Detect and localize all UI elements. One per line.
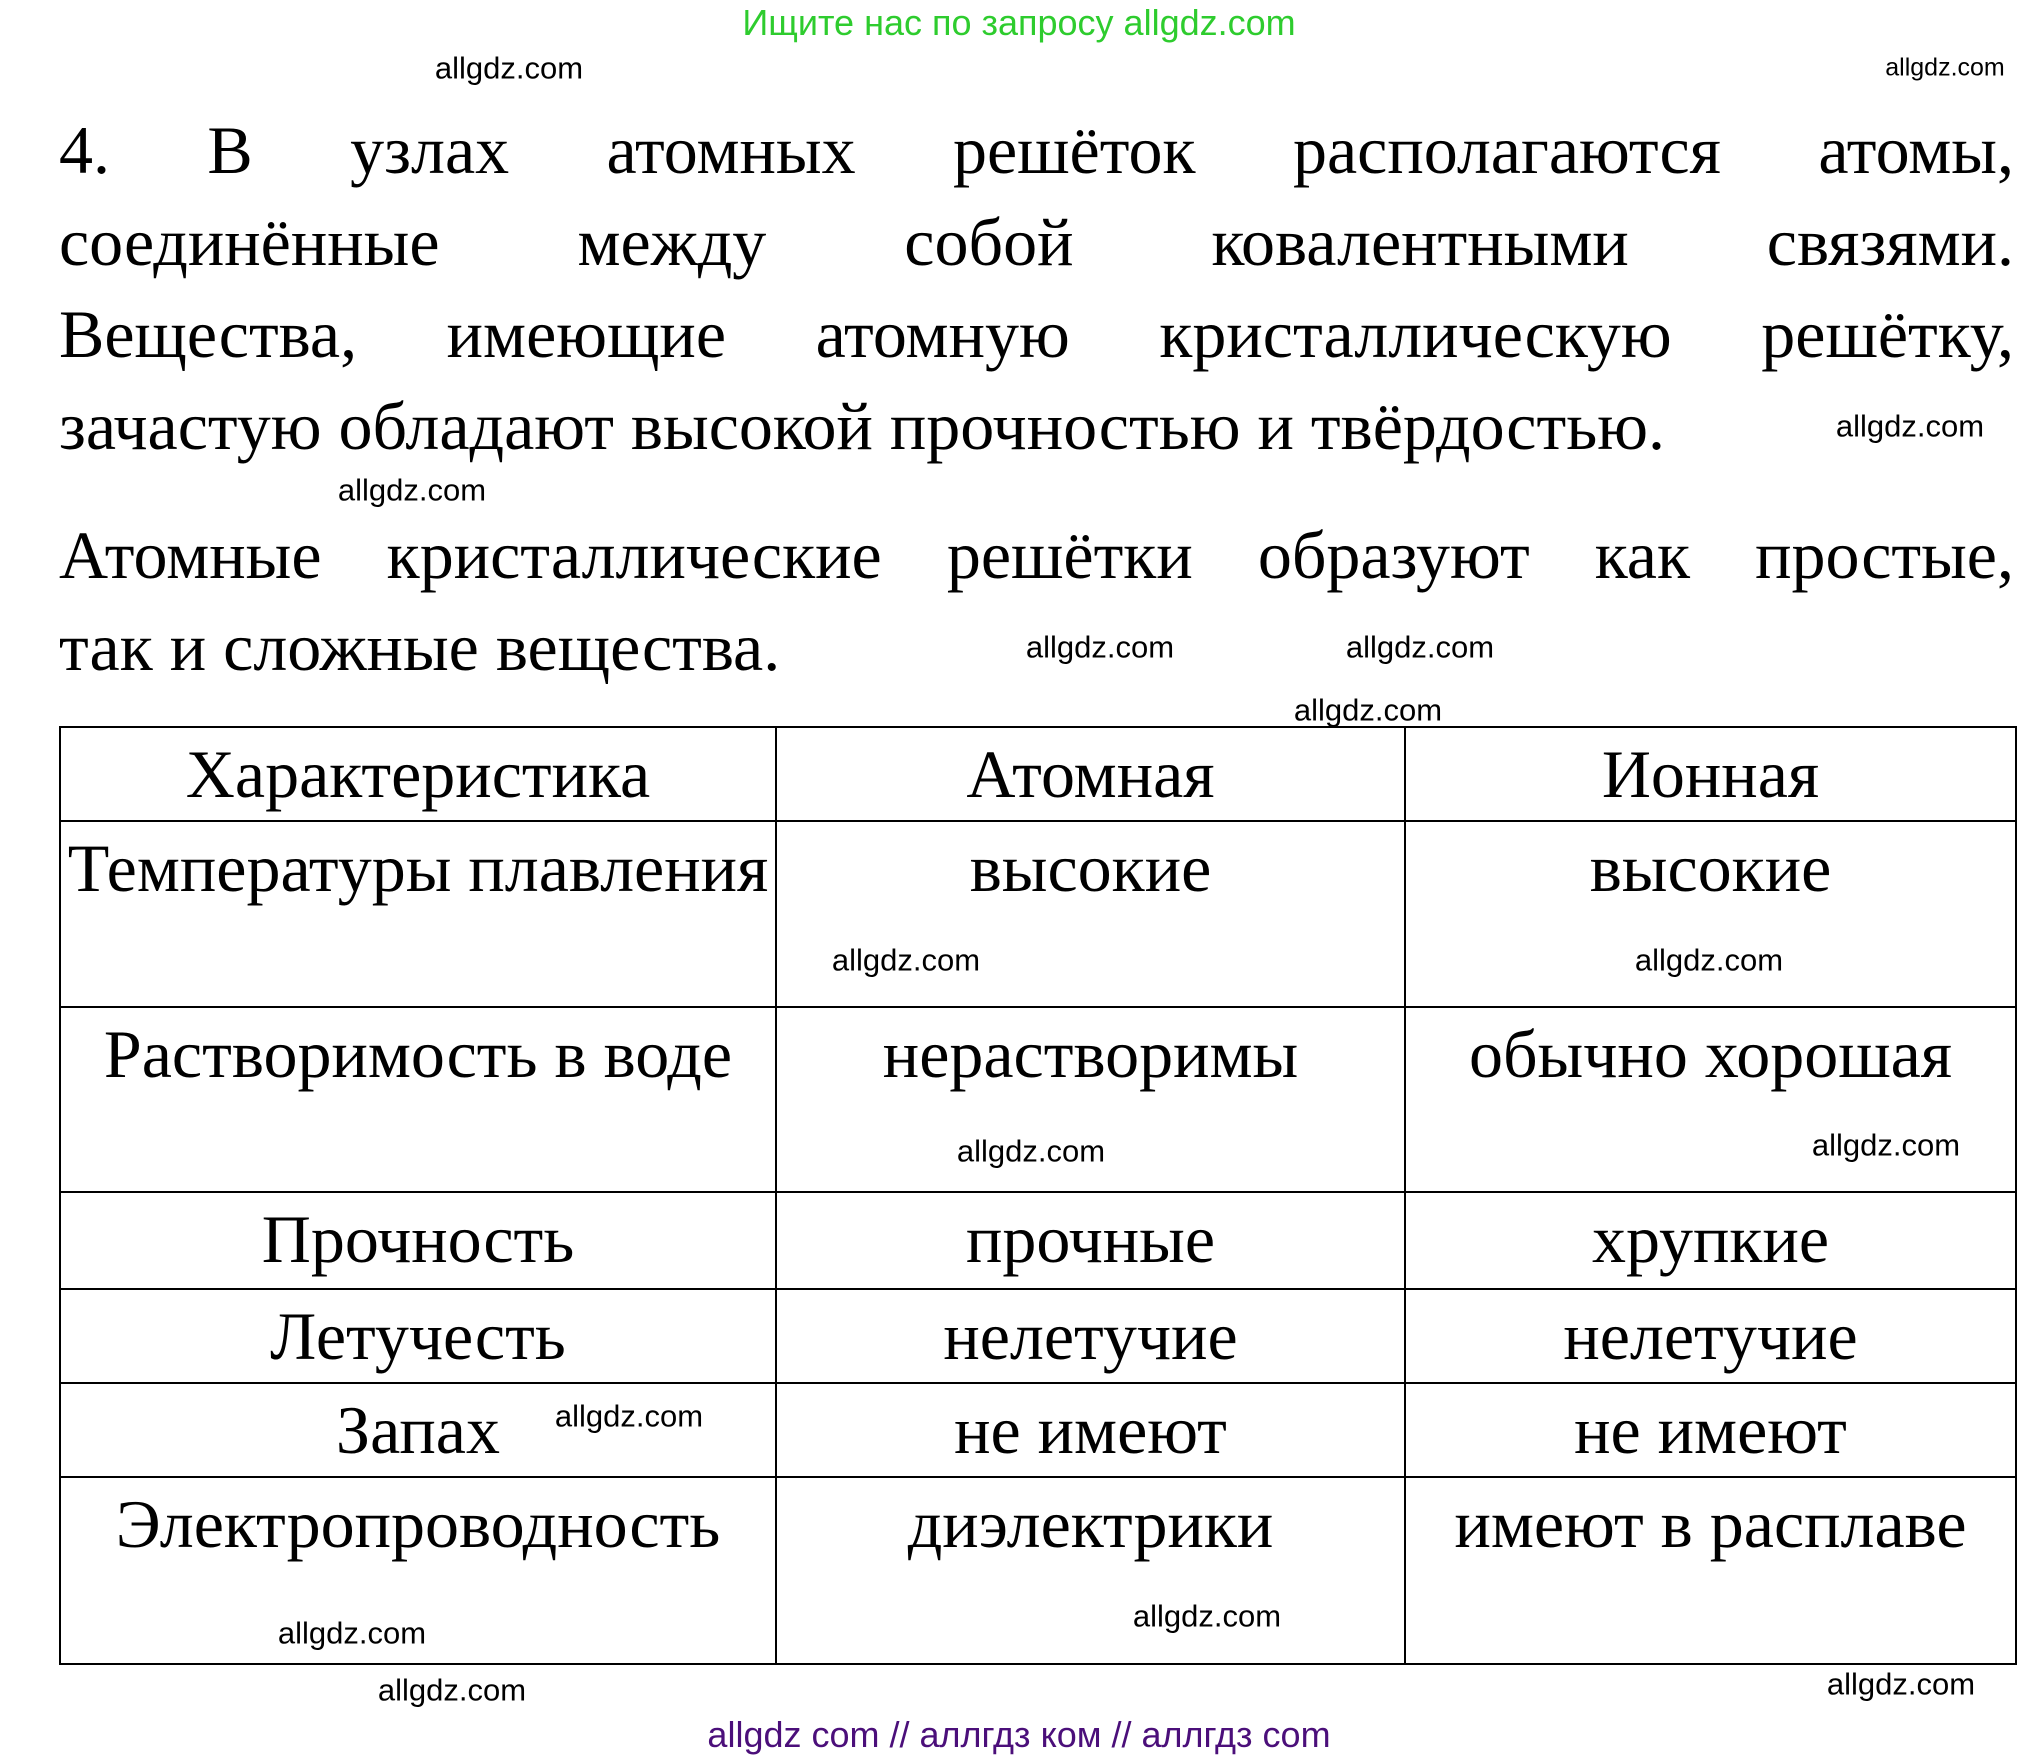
watermark: allgdz.com <box>1835 408 1985 444</box>
watermark: allgdz.com <box>1293 692 1443 728</box>
table-cell: высокие <box>1405 821 2016 1007</box>
table-row <box>60 1383 2016 1477</box>
watermark: allgdz.com <box>337 472 487 508</box>
paragraph-line: зачастую обладают высокой прочностью и твёрдостью. <box>59 388 1666 464</box>
paragraph-atomic-lattice <box>59 104 2014 472</box>
search-hint-banner: Ищите нас по запросу allgdz.com <box>742 2 1296 43</box>
watermark: allgdz.com <box>377 1672 527 1708</box>
paragraph-line: Вещества, имеющие атомную кристаллическую решётку, <box>59 296 2014 372</box>
table-cell: нелетучие <box>776 1289 1405 1383</box>
table-header-row <box>60 727 2016 821</box>
table-cell: не имеют <box>776 1383 1405 1477</box>
watermark: allgdz.com <box>1811 1127 1961 1163</box>
watermark: allgdz.com <box>1634 942 1784 978</box>
table-cell: нерастворимы <box>776 1007 1405 1192</box>
header-cell: Характеристика <box>60 727 776 821</box>
table-row <box>60 821 2016 1007</box>
comparison-table <box>59 726 2017 1665</box>
table-cell: Температуры плавления <box>60 821 776 1007</box>
table-cell: обычно хорошая <box>1405 1007 2016 1192</box>
table-cell: хрупкие <box>1405 1192 2016 1289</box>
watermark: allgdz.com <box>1826 1666 1976 1702</box>
paragraph-line: 4. В узлах атомных решёток располагаются атомы, <box>59 112 2014 188</box>
watermark: allgdz.com <box>1025 629 1175 665</box>
paragraph-line: Атомные кристаллические решётки образуют как простые, <box>59 517 2014 593</box>
table-cell: Запах <box>60 1383 776 1477</box>
table-cell: Электропроводность <box>60 1477 776 1664</box>
table-cell: диэлектрики <box>776 1477 1405 1664</box>
table-cell: имеют в расплаве <box>1405 1477 2016 1664</box>
table-cell: прочные <box>776 1192 1405 1289</box>
paragraph-line: соединённые между собой ковалентными связями. <box>59 204 2014 280</box>
watermark: allgdz.com <box>956 1133 1106 1169</box>
watermark: allgdz.com <box>434 50 584 86</box>
table-cell: Прочность <box>60 1192 776 1289</box>
table-cell: нелетучие <box>1405 1289 2016 1383</box>
table-cell: Летучесть <box>60 1289 776 1383</box>
watermark: allgdz.com <box>554 1398 704 1434</box>
watermark: allgdz.com <box>1885 53 2005 82</box>
footer-link[interactable]: allgdz com // аллгдз ком // аллгдз com <box>707 1714 1331 1755</box>
watermark: allgdz.com <box>831 942 981 978</box>
table-cell: Растворимость в воде <box>60 1007 776 1192</box>
header-cell: Ионная <box>1405 727 2016 821</box>
watermark: allgdz.com <box>277 1615 427 1651</box>
table-cell: высокие <box>776 821 1405 1007</box>
paragraph-line: так и сложные вещества. <box>59 609 781 685</box>
watermark: allgdz.com <box>1132 1598 1282 1634</box>
paragraph-substances <box>59 509 2014 693</box>
header-cell: Атомная <box>776 727 1405 821</box>
table-row <box>60 1289 2016 1383</box>
table-row <box>60 1192 2016 1289</box>
watermark: allgdz.com <box>1345 629 1495 665</box>
table-cell: не имеют <box>1405 1383 2016 1477</box>
